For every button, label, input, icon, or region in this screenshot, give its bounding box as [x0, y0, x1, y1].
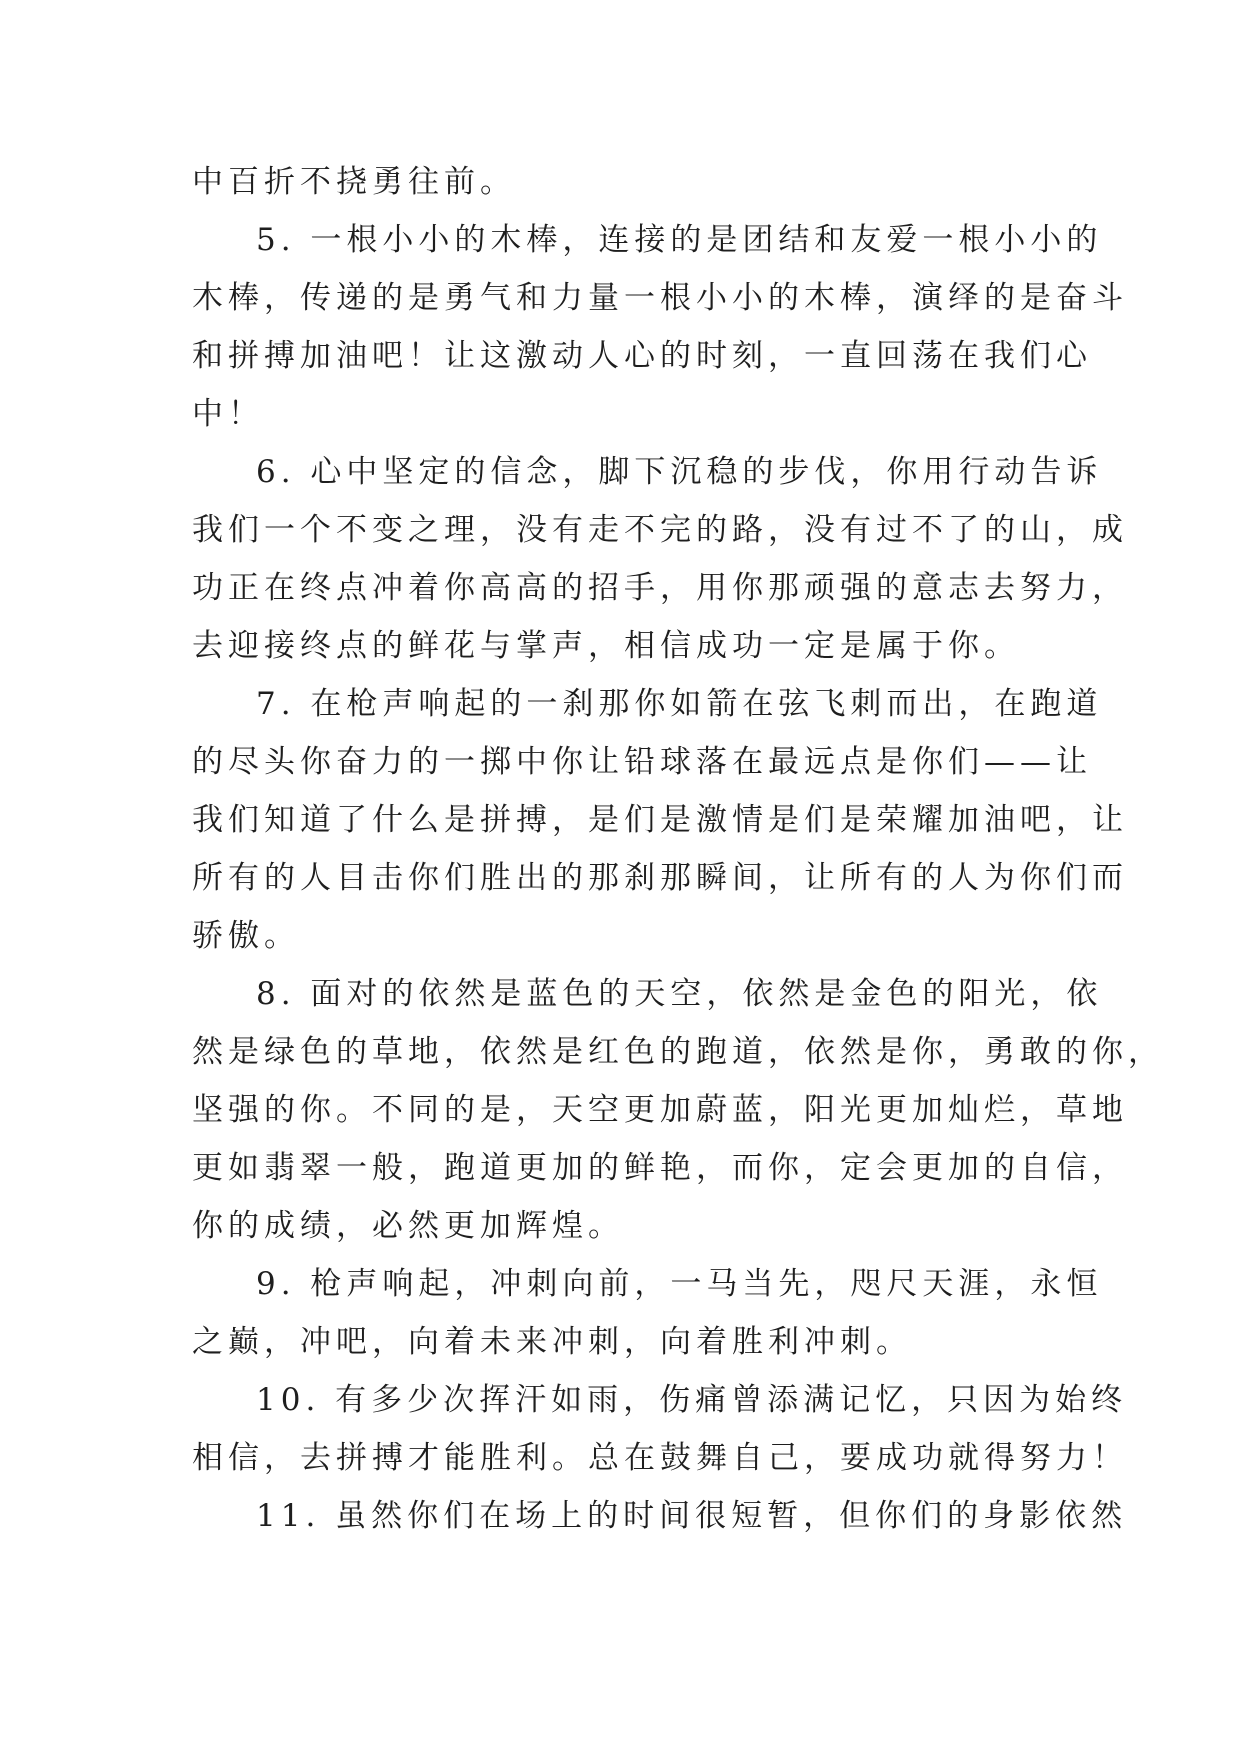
list-item-5-line: 5. 一根小小的木棒，连接的是团结和友爱一根小小的	[256, 222, 1103, 258]
list-item-8-line: 8. 面对的依然是蓝色的天空，依然是金色的阳光，依	[256, 976, 1103, 1012]
text-line: 然是绿色的草地，依然是红色的跑道，依然是你，勇敢的你，	[192, 1034, 1164, 1070]
list-item-10-line: 10. 有多少次挥汗如雨，伤痛曾添满记忆，只因为始终	[256, 1382, 1128, 1418]
list-item-6-line: 6. 心中坚定的信念，脚下沉稳的步伐，你用行动告诉	[256, 454, 1103, 490]
text-line: 更如翡翠一般，跑道更加的鲜艳，而你，定会更加的自信，	[192, 1150, 1128, 1186]
text-line: 去迎接终点的鲜花与掌声，相信成功一定是属于你。	[192, 628, 1020, 664]
text-line: 中！	[192, 396, 264, 432]
text-line: 木棒，传递的是勇气和力量一根小小的木棒，演绎的是奋斗	[192, 280, 1128, 316]
text-line: 相信，去拼搏才能胜利。总在鼓舞自己，要成功就得努力！	[192, 1440, 1128, 1476]
text-line: 我们一个不变之理，没有走不完的路，没有过不了的山，成	[192, 512, 1128, 548]
list-item-11-line: 11. 虽然你们在场上的时间很短暂，但你们的身影依然	[256, 1498, 1128, 1534]
text-line: 坚强的你。不同的是，天空更加蔚蓝，阳光更加灿烂，草地	[192, 1092, 1128, 1128]
text-line: 所有的人目击你们胜出的那刹那瞬间，让所有的人为你们而	[192, 860, 1128, 896]
text-line: 我们知道了什么是拼搏，是们是激情是们是荣耀加油吧，让	[192, 802, 1128, 838]
text-line: 功正在终点冲着你高高的招手，用你那顽强的意志去努力，	[192, 570, 1128, 606]
text-line: 骄傲。	[192, 918, 300, 954]
list-item-7-line: 7. 在枪声响起的一刹那你如箭在弦飞刺而出，在跑道	[256, 686, 1103, 722]
list-item-9-line: 9. 枪声响起，冲刺向前，一马当先，咫尺天涯，永恒	[256, 1266, 1103, 1302]
document-body	[192, 153, 1164, 1545]
text-line: 的尽头你奋力的一掷中你让铅球落在最远点是你们——让	[192, 744, 1092, 780]
text-line: 你的成绩，必然更加辉煌。	[192, 1208, 624, 1244]
text-line: 和拼搏加油吧！让这激动人心的时刻，一直回荡在我们心	[192, 338, 1092, 374]
text-line: 中百折不挠勇往前。	[192, 164, 516, 200]
text-line: 之巅，冲吧，向着未来冲刺，向着胜利冲刺。	[192, 1324, 912, 1360]
